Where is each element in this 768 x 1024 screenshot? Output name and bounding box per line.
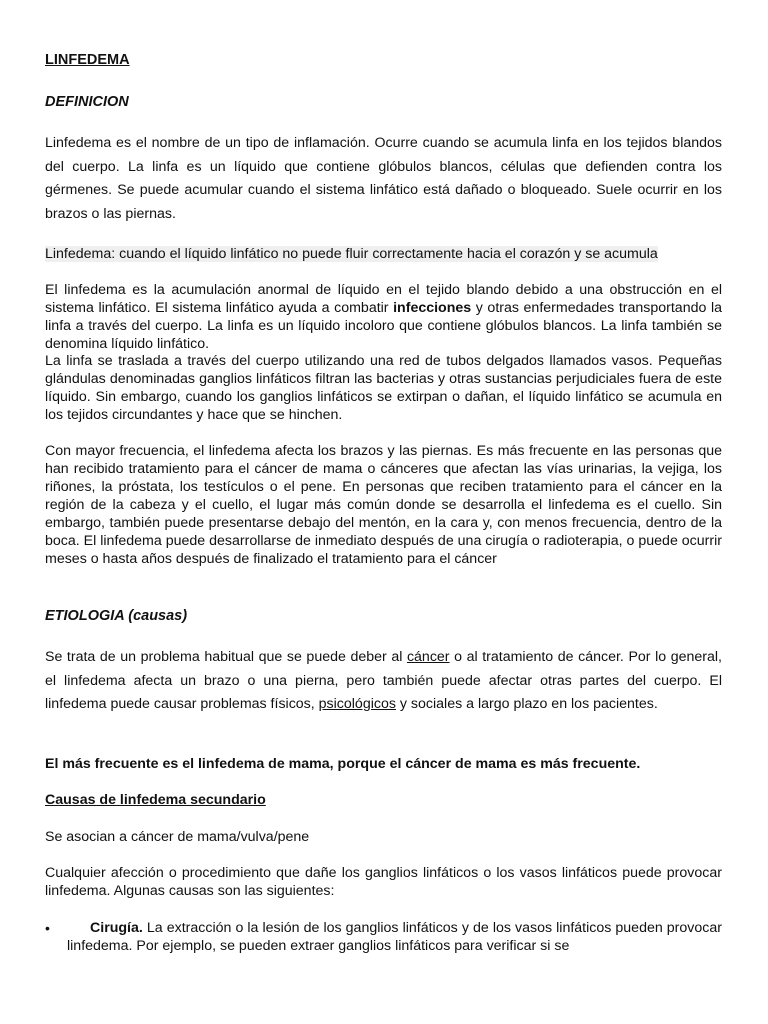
etiologia-part1: Se trata de un problema habitual que se puede deber al bbox=[45, 649, 407, 665]
bullet-text: La extracción o la lesión de los ganglios linfáticos y de los vasos linfáticos pueden provocar linfedema. Por ejemplo, se pueden extraer ganglios linfáticos para verificar si se bbox=[67, 920, 722, 954]
paragraph-frequency: Con mayor frecuencia, el linfedema afecta los brazos y las piernas. Es más frecuente en las personas que han recibido tratamiento para el cáncer de mama o cánceres que afectan las vías urinarias, la vejiga, los riñones, la próstata, los testículos o el pene. En personas que reciben tratamiento para el cáncer en la región de la cabeza y el cuello, el lugar más común donde se desarrolla el linfedema es el cuello. Sin embargo, también puede presentarse debajo del mentón, en la cara y, con menos frecuencia, dentro de la boca. El linfedema puede desarrollarse de inmediato después de una cirugía o radioterapia, o puede ocurrir meses o hasta años después de finalizado el tratamiento para el cáncer bbox=[45, 443, 722, 567]
highlight-caption: Linfedema: cuando el líquido linfático no puede fluir correctamente hacia el corazón y se acumula bbox=[45, 246, 658, 262]
paragraph-definition-detail bbox=[45, 281, 722, 353]
bullet-bold-label: Cirugía. bbox=[90, 920, 143, 936]
etiologia-heading: ETIOLOGIA (causas) bbox=[45, 608, 188, 624]
causas-paragraph: Cualquier afección o procedimiento que dañe los ganglios linfáticos o los vasos linfáticos puede provocar linfedema. Algunas causas son las siguientes: bbox=[45, 865, 722, 899]
causas-line: Se asocian a cáncer de mama/vulva/pene bbox=[45, 829, 310, 845]
definicion-heading: DEFINICION bbox=[45, 94, 129, 110]
paragraph-lymph-transport: La linfa se traslada a través del cuerpo utilizando una red de tubos delgados llamados vasos. Pequeñas glándulas denominadas ganglios linfáticos filtran las bacterias y otras sustancias perjudiciales fuera de este líquido. Sin embargo, cuando los ganglios linfáticos se extirpan o dañan, el líquido linfático se acumula en los tejidos circundantes y hace que se hinchen. bbox=[45, 353, 722, 423]
infecciones-link[interactable]: infecciones bbox=[393, 300, 472, 316]
para2-before: El linfedema es la acumulación anormal de líquido en el tejido blando debido a una obstrucción en el sistema linfático. El sistema linfático ayuda a combatir bbox=[45, 282, 722, 316]
psicologicos-link[interactable]: psicológicos bbox=[318, 696, 396, 712]
bullet-marker: • bbox=[45, 920, 50, 936]
definicion-paragraph: Linfedema es el nombre de un tipo de inflamación. Ocurre cuando se acumula linfa en los tejidos blandos del cuerpo. La linfa es un líquido que contiene glóbulos blancos, células que defienden contra los gérmenes. Se puede acumular cuando el sistema linfático está dañado o bloqueado. Suele ocurrir en los brazos o las piernas. bbox=[45, 135, 722, 222]
bold-statement: El más frecuente es el linfedema de mama, porque el cáncer de mama es más frecuente. bbox=[45, 756, 641, 772]
etiologia-paragraph bbox=[45, 646, 722, 717]
highlight-caption-block bbox=[45, 244, 722, 264]
document-title: LINFEDEMA bbox=[45, 52, 130, 68]
para2-after: y otras enfermedades transportando la linfa a través del cuerpo. La linfa es un líquido incoloro que contiene glóbulos blancos. La linfa también se denomina líquido linfático. bbox=[45, 300, 722, 352]
causas-heading: Causas de linfedema secundario bbox=[45, 792, 266, 808]
bullet-list bbox=[45, 919, 722, 955]
etiologia-part2: o al tratamiento de cáncer. Por lo general, el linfedema afecta un brazo o una pierna, pero también puede afectar otras partes del cuerpo. El linfedema puede causar problemas físicos, bbox=[45, 649, 722, 712]
cancer-link[interactable]: cáncer bbox=[406, 649, 450, 665]
list-item bbox=[67, 919, 722, 955]
etiologia-part3: y sociales a largo plazo en los pacientes. bbox=[395, 696, 658, 712]
